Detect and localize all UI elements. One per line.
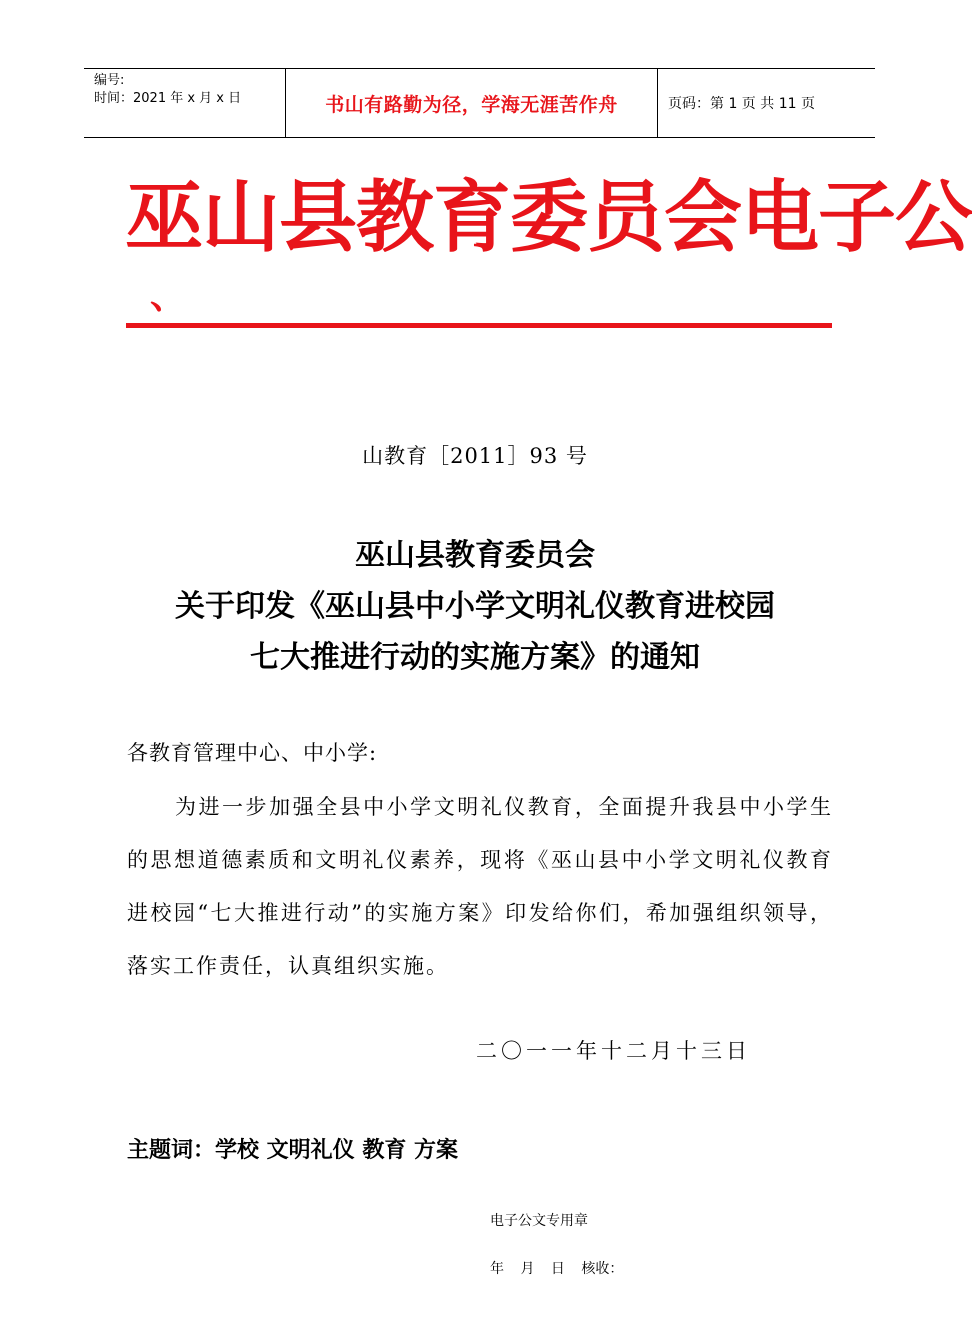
header-motto-cell bbox=[286, 69, 658, 137]
header-motto: 书山有路勤为径，学海无涯苦作舟 bbox=[325, 93, 618, 116]
salutation: 各教育管理中心、中小学: bbox=[127, 741, 378, 765]
letterhead-overflow-mark: 、 bbox=[150, 275, 187, 317]
header-meta-cell bbox=[84, 69, 286, 137]
title-line-2: 关于印发《巫山县中小学文明礼仪教育进校园 bbox=[175, 589, 775, 624]
header-page-cell bbox=[658, 69, 875, 137]
stamp-label: 电子公文专用章 bbox=[490, 1213, 588, 1229]
title-line-1: 巫山县教育委员会 bbox=[355, 538, 595, 573]
document-header-table bbox=[84, 68, 875, 138]
issue-date: 二〇一一年十二月十三日 bbox=[476, 1039, 751, 1063]
document-title bbox=[0, 530, 950, 683]
document-number: 山教育［2011］93 号 bbox=[362, 444, 588, 468]
letterhead-title: 巫山县教育委员会电子公 bbox=[125, 172, 972, 263]
header-number-label: 编号: bbox=[94, 73, 125, 88]
receipt-line: 年 月 日 核收： bbox=[490, 1261, 624, 1277]
letterhead-red-rule bbox=[126, 323, 832, 328]
subject-keywords: 主题词：学校 文明礼仪 教育 方案 bbox=[127, 1137, 458, 1163]
title-line-3: 七大推进行动的实施方案》的通知 bbox=[250, 640, 700, 675]
body-paragraph: 为进一步加强全县中小学文明礼仪教育，全面提升我县中小学生的思想道德素质和文明礼仪素养，现将《巫山县中小学文明礼仪教育进校园“七大推进行动”的实施方案》印发给你们，希加强组织领导，落实工作责任，认真组织实施。 bbox=[127, 795, 833, 978]
header-time-label: 时间：2021 年 x 月 x 日 bbox=[94, 91, 242, 106]
header-page-info: 页码：第 1 页 共 11 页 bbox=[668, 96, 815, 112]
